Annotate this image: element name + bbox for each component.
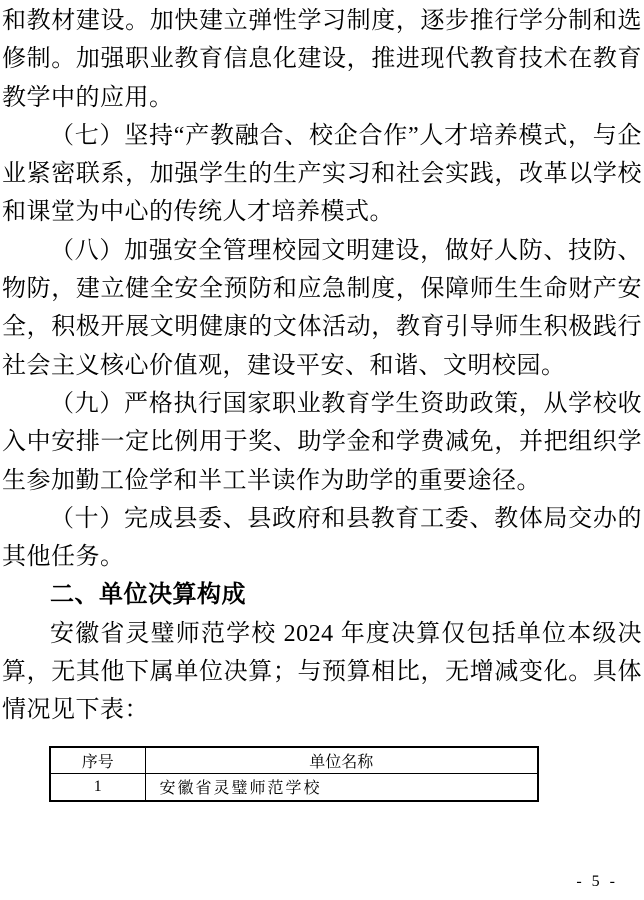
table-cell-unit-name: 安徽省灵璧师范学校 (145, 774, 538, 801)
table-header-row (50, 747, 538, 774)
paragraph-item-10: （十）完成县委、县政府和县教育工委、教体局交办的其他任务。 (2, 505, 642, 571)
paragraph-item-7: （七）坚持“产教融合、校企合作”人才培养模式，与企业紧密联系，加强学生的生产实习和社会实践，改革以学校和课堂为中心的传统人才培养模式。 (2, 122, 642, 226)
paragraph-item-9: （九）严格执行国家职业教育学生资助政策，从学校收入中安排一定比例用于奖、助学金和学费减免，并把组织学生参加勤工俭学和半工半读作为助学的重要途径。 (2, 390, 642, 494)
page-number: - 5 - (576, 873, 618, 890)
table-row (50, 774, 538, 801)
table-cell-seq: 1 (50, 774, 145, 801)
paragraph-item-8: （八）加强安全管理校园文明建设，做好人防、技防、物防，建立健全安全预防和应急制度，保障师生生命财产安全，积极开展文明健康的文体活动，教育引导师生积极践行社会主义核心价值观，建设平安、和谐、文明校园。 (2, 237, 642, 379)
section-heading-unit-composition: 二、单位决算构成 (50, 581, 246, 609)
unit-list-table (49, 746, 539, 802)
table-header-seq: 序号 (50, 747, 145, 774)
paragraph-unit-composition-intro: 安徽省灵璧师范学校 2024 年度决算仅包括单位本级决算，无其他下属单位决算；与预算相比，无增减变化。具体情况见下表： (2, 620, 642, 724)
table-header-unit-name: 单位名称 (145, 747, 538, 774)
paragraph-continuation: 和教材建设。加快建立弹性学习制度，逐步推行学分制和选修制。加强职业教育信息化建设，推进现代教育技术在教育教学中的应用。 (2, 8, 642, 111)
